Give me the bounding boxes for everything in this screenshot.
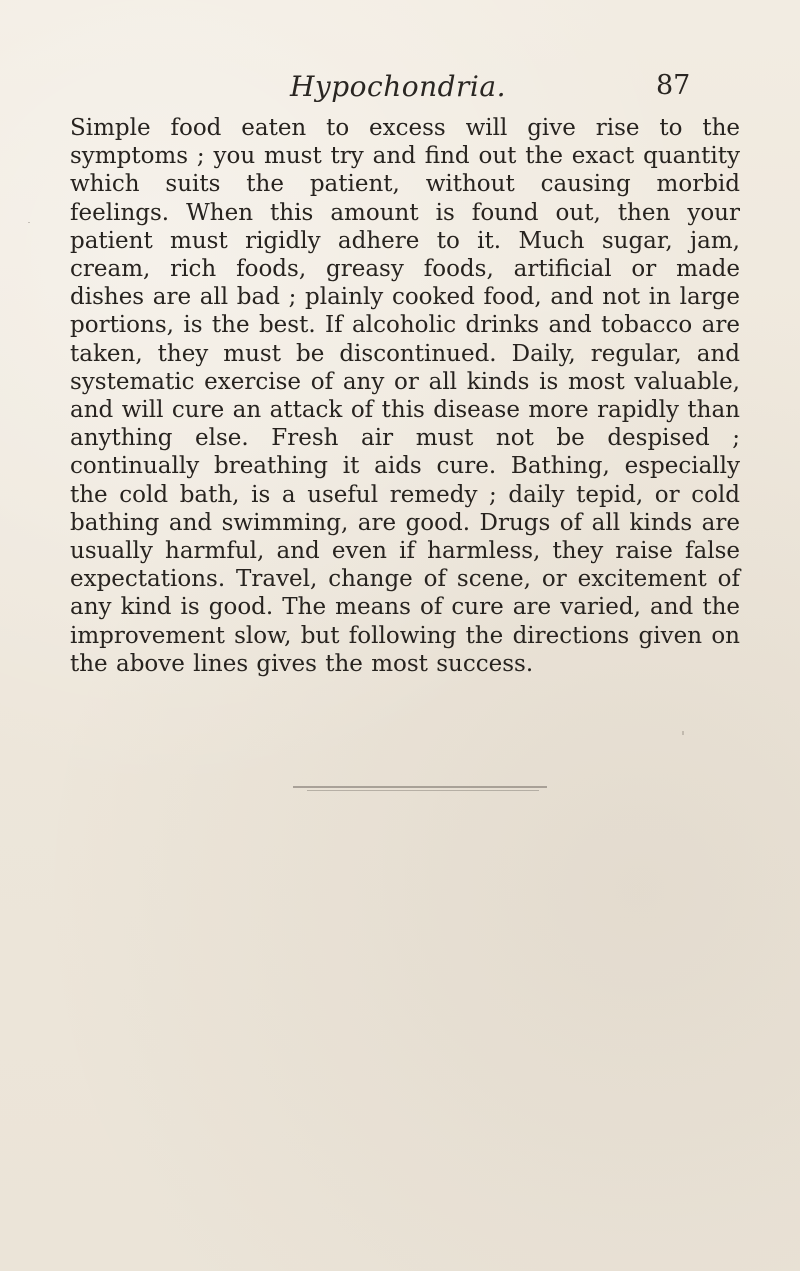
running-head (0, 70, 800, 110)
section-divider (293, 786, 547, 796)
body-paragraph: Simple food eaten to excess will give rise to the symptoms ; you must try and find out the exact quantity which suits the patient, without causing morbid feelings. When this amount is found out, then your patient must rigidly adhere to it. Much sugar, jam, cream, rich foods, greasy foods, artificial or made dishes are all bad ; plainly cooked food, and not in large portions, is the best. If alcoholic drinks and tobacco are taken, they must be discontinued. Daily, regular, and systematic exercise of any or all kinds is most valuable, and will cure an attack of this disease more rapidly than anything else. Fresh air must not be despised ; continually breathing it aids cure. Bathing, especially the cold bath, is a useful remedy ; daily tepid, or cold bathing and swimming, are good. Drugs of all kinds are usually harmful, and even if harmless, they raise false expectations. Travel, change of scene, or excitement of any kind is good. The means of cure are varied, and the improvement slow, but following the directions given on the above lines gives the most success. (70, 115, 740, 677)
page-number: 87 (656, 70, 691, 101)
ink-speck (682, 731, 684, 735)
divider-line-bottom (307, 790, 539, 791)
divider-line-top (293, 786, 547, 788)
paper-mark (28, 222, 30, 223)
page-title: Hypochondria. (290, 70, 506, 103)
